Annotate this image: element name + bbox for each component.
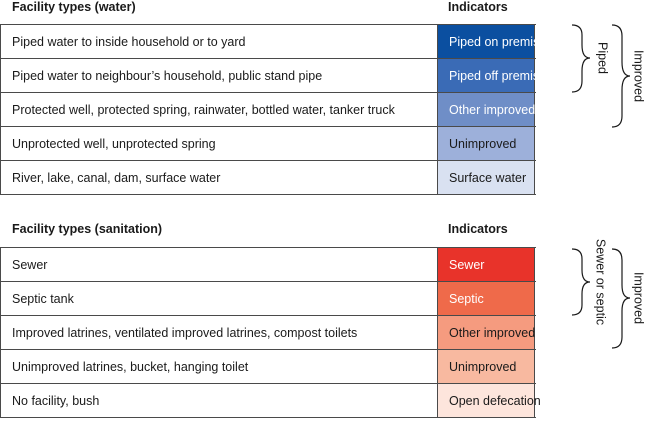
water-facility-cell: Unprotected well, unprotected spring (0, 127, 437, 160)
water-indicator-cell: Surface water (437, 161, 535, 194)
water-facility-cell: Piped water to neighbour’s household, public stand pipe (0, 59, 437, 92)
water-facility-header: Facility types (water) (12, 0, 136, 14)
water-piped-bracket (572, 25, 590, 92)
sanitation-facility-cell: Improved latrines, ventilated improved latrines, compost toilets (0, 316, 437, 349)
sanitation-improved-label: Improved (631, 271, 646, 325)
water-improved-label: Improved (631, 49, 646, 103)
water-indicator-cell: Unimproved (437, 127, 535, 160)
water-indicator-cell: Piped off premises (437, 59, 535, 92)
sanitation-indicator-cell: Other improved (437, 316, 535, 349)
sanitation-facility-cell: Sewer (0, 248, 437, 281)
sanitation-sewer-bracket (572, 249, 590, 315)
water-facility-cell: Piped water to inside household or to yard (0, 25, 437, 58)
water-facility-cell: Protected well, protected spring, rainwater, bottled water, tanker truck (0, 93, 437, 126)
water-facility-cell: River, lake, canal, dam, surface water (0, 161, 437, 194)
sanitation-sewer-label: Sewer or septic (593, 238, 608, 326)
sanitation-facility-cell: No facility, bush (0, 384, 437, 417)
sanitation-indicator-cell: Open defecation (437, 384, 535, 417)
water-indicator-cell: Other improved (437, 93, 535, 126)
sanitation-indicator-cell: Sewer (437, 248, 535, 281)
sanitation-indicator-header: Indicators (448, 222, 508, 236)
water-indicator-cell: Piped on premises (437, 25, 535, 58)
water-indicator-header: Indicators (448, 0, 508, 14)
water-improved-bracket (612, 25, 630, 127)
sanitation-facility-cell: Septic tank (0, 282, 437, 315)
sanitation-improved-bracket (612, 249, 630, 348)
sanitation-indicator-cell: Unimproved (437, 350, 535, 383)
sanitation-facility-cell: Unimproved latrines, bucket, hanging toilet (0, 350, 437, 383)
water-piped-label: Piped (595, 42, 610, 74)
sanitation-facility-header: Facility types (sanitation) (12, 222, 163, 236)
sanitation-indicator-cell: Septic (437, 282, 535, 315)
